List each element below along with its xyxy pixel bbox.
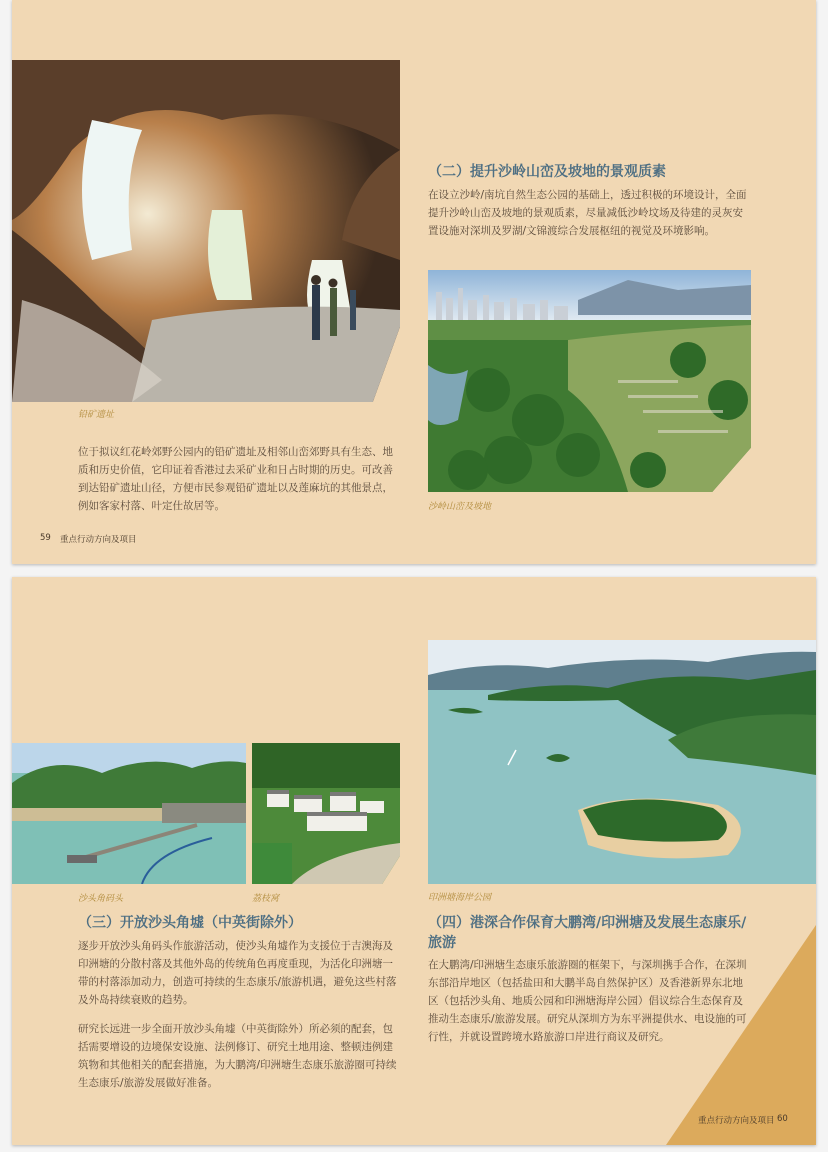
section-3-title: （三）开放沙头角墟（中英街除外） [78,915,302,931]
section-3-paragraph-2: 研究长远进一步全面开放沙头角墟（中英街除外）所必须的配套，包括需要增设的边境保安设施、法例修订、研究土地用途、整顿违例建筑物和其他相关的配套措施，为大鹏湾/印洲塘生态康乐旅游圈可持续生态康乐/旅游发展做好准备。 [78,1023,397,1089]
sandy-ridge-photo [428,270,751,492]
marine-park-caption: 印洲塘海岸公园 [428,893,492,903]
footer-page-number: 59 [40,533,51,543]
section-4-paragraph: 在大鹏湾/印洲塘生态康乐旅游圈的框架下，与深圳携手合作，在深圳东部沿岸地区（包括盐田和大鹏半岛自然保护区）及香港新界东北地区（包括沙头角、地质公园和印洲塘海岸公园）倡议综合生态保育及推动生态康乐/旅游发展。研究从深圳方为东平洲提供水、电设施的可行性，并就设置跨境水路旅游口岸进行商议及研究。 [428,959,747,1043]
pier-caption: 沙头角码头 [78,894,124,904]
lead-mine-paragraph: 位于拟议红花岭郊野公园内的铅矿遗址及相邻山峦郊野具有生态、地质和历史价值，它印证着香港过去采矿业和日占时期的历史。可改善到达铅矿遗址山径，方便市民参观铅矿遗址以及莲麻坑的其他景点，例如客家村落、叶定仕故居等。 [78,446,393,512]
footer-page-number: 60 [777,1114,788,1124]
village-photo-art [252,743,400,884]
marine-park-photo-art [428,640,816,884]
yan-chau-tong-photo [428,640,816,884]
sha-tau-kok-pier-photo [12,743,246,884]
section-4-title: （四）港深合作保育大鹏湾/印洲塘及发展生态康乐/旅游 [428,915,747,951]
footer-section-title: 重点行动方向及项目 [60,535,137,545]
footer-section-title: 重点行动方向及项目 [698,1116,775,1126]
cave-photo-art [12,60,400,402]
lai-chi-wo-photo [252,743,400,884]
lead-mine-photo [12,60,400,402]
lead-mine-caption: 铅矿遗址 [78,410,115,420]
section-2-title: （二）提升沙岭山峦及坡地的景观质素 [428,164,666,180]
village-caption: 荔枝窝 [252,894,280,904]
aerial-hillside-art [428,270,751,492]
sandy-ridge-caption: 沙岭山峦及坡地 [428,502,492,512]
pier-photo-art [12,743,246,884]
section-2-paragraph: 在设立沙岭/南坑自然生态公园的基础上，透过积极的环境设计，全面提升沙岭山峦及坡地的景观质素，尽量减低沙岭坟场及待建的灵灰安置设施对深圳及罗湖/文锦渡综合发展枢纽的视觉及环境影响。 [428,189,747,237]
page-59 [12,0,816,564]
page-60 [12,577,816,1145]
section-3-paragraph-1: 逐步开放沙头角码头作旅游活动，使沙头角墟作为支援位于吉澳海及印洲塘的分散村落及其他外岛的传统角色再度重现，为活化印洲塘一带的村落添加动力，创造可持续的生态康乐/旅游机遇，避免这些村落及外岛持续衰败的趋势。 [78,940,397,1006]
